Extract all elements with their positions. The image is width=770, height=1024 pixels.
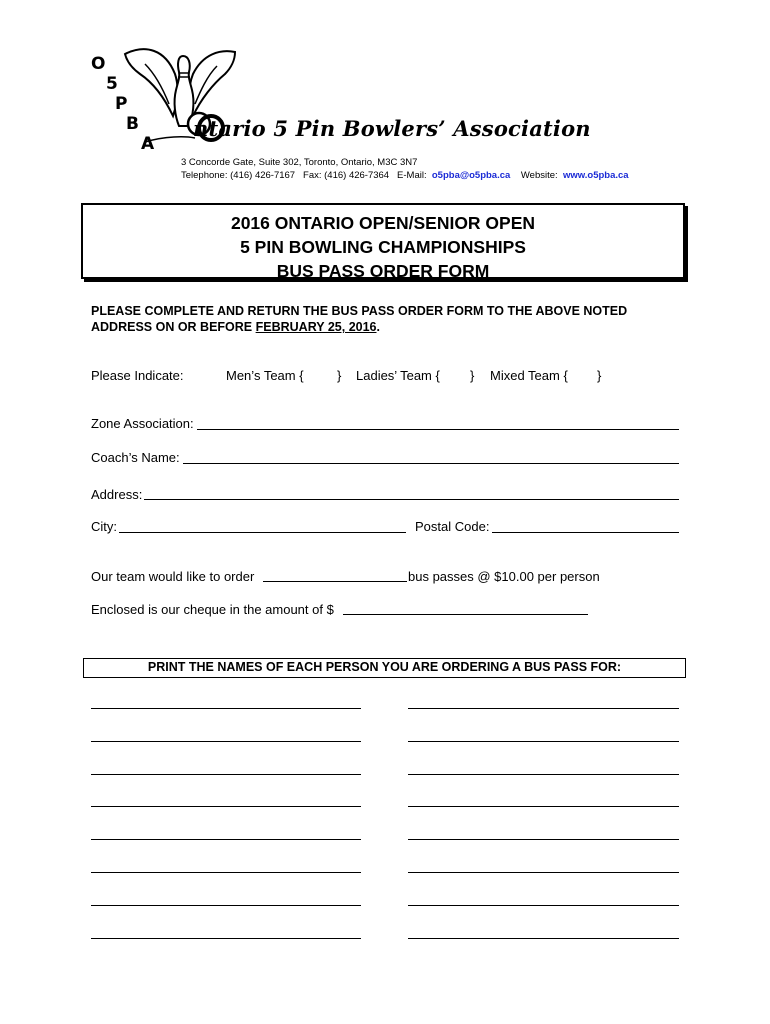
instructions-end: . [376, 320, 380, 334]
name-line[interactable] [408, 774, 679, 775]
website-link[interactable]: www.o5pba.ca [562, 170, 629, 181]
city-label: City: [91, 519, 117, 534]
ladies-team-close: } [470, 368, 475, 383]
deadline: FEBRUARY 25, 2016 [255, 320, 377, 334]
email-link[interactable]: o5pba@o5pba.ca [431, 170, 511, 181]
cheque-amount-field[interactable] [343, 614, 588, 615]
name-line[interactable] [408, 872, 679, 873]
instructions-text: PLEASE COMPLETE AND RETURN THE BUS PASS ORDER FORM TO THE ABOVE NOTED ADDRESS ON OR BEFORE [91, 304, 628, 334]
org-address: 3 Concorde Gate, Suite 302, Toronto, Ontario, M3C 3N7 [181, 157, 418, 168]
title-box [81, 203, 685, 279]
logo-letter-p: P [115, 94, 128, 114]
bus-pass-quantity-field[interactable] [263, 581, 407, 582]
org-contact [181, 170, 629, 181]
title-line-2: 5 PIN BOWLING CHAMPIONSHIPS [240, 237, 526, 257]
mixed-team-checkbox-label[interactable]: Mixed Team { [490, 368, 568, 383]
names-header: PRINT THE NAMES OF EACH PERSON YOU ARE ORDERING A BUS PASS FOR: [83, 658, 686, 678]
name-line[interactable] [408, 839, 679, 840]
title-line-1: 2016 ONTARIO OPEN/SENIOR OPEN [230, 213, 536, 233]
mens-team-close: } [337, 368, 342, 383]
city-field[interactable] [119, 532, 406, 533]
fax: Fax: (416) 426-7364 [303, 170, 390, 181]
name-line[interactable] [91, 741, 361, 742]
name-line[interactable] [408, 938, 679, 939]
logo-letter-5: 5 [106, 74, 118, 94]
instructions [91, 303, 691, 335]
address-label: Address: [91, 487, 143, 502]
logo-letter-a: A [141, 134, 155, 154]
logo-letter-o: O [91, 54, 106, 74]
address-field[interactable] [144, 499, 679, 500]
name-line[interactable] [91, 938, 361, 939]
coachs-name-label: Coach’s Name: [91, 450, 180, 465]
name-line[interactable] [91, 839, 361, 840]
please-indicate-label: Please Indicate: [91, 368, 184, 383]
website-label: Website: [520, 170, 558, 181]
logo-letter-b: B [126, 114, 139, 134]
order-suffix: bus passes @ $10.00 per person [408, 569, 600, 584]
ladies-team-checkbox-label[interactable]: Ladies’ Team { [356, 368, 440, 383]
name-line[interactable] [408, 708, 679, 709]
title-line-3: BUS PASS ORDER FORM [276, 261, 490, 281]
postal-code-field[interactable] [492, 532, 679, 533]
mixed-team-close: } [597, 368, 602, 383]
name-line[interactable] [91, 872, 361, 873]
name-line[interactable] [91, 708, 361, 709]
cheque-label: Enclosed is our cheque in the amount of $ [91, 602, 334, 617]
coachs-name-field[interactable] [183, 463, 679, 464]
zone-association-field[interactable] [197, 429, 679, 430]
name-line[interactable] [91, 905, 361, 906]
name-line[interactable] [91, 806, 361, 807]
mens-team-checkbox-label[interactable]: Men’s Team { [226, 368, 304, 383]
org-name: ntario 5 Pin Bowlers’ Association [193, 116, 591, 141]
order-prefix: Our team would like to order [91, 569, 255, 584]
name-line[interactable] [91, 774, 361, 775]
name-line[interactable] [408, 741, 679, 742]
postal-code-label: Postal Code: [415, 519, 490, 534]
email-label: E-Mail: [397, 170, 427, 181]
zone-association-label: Zone Association: [91, 416, 194, 431]
name-line[interactable] [408, 905, 679, 906]
name-line[interactable] [408, 806, 679, 807]
telephone: Telephone: (416) 426-7167 [181, 170, 296, 181]
